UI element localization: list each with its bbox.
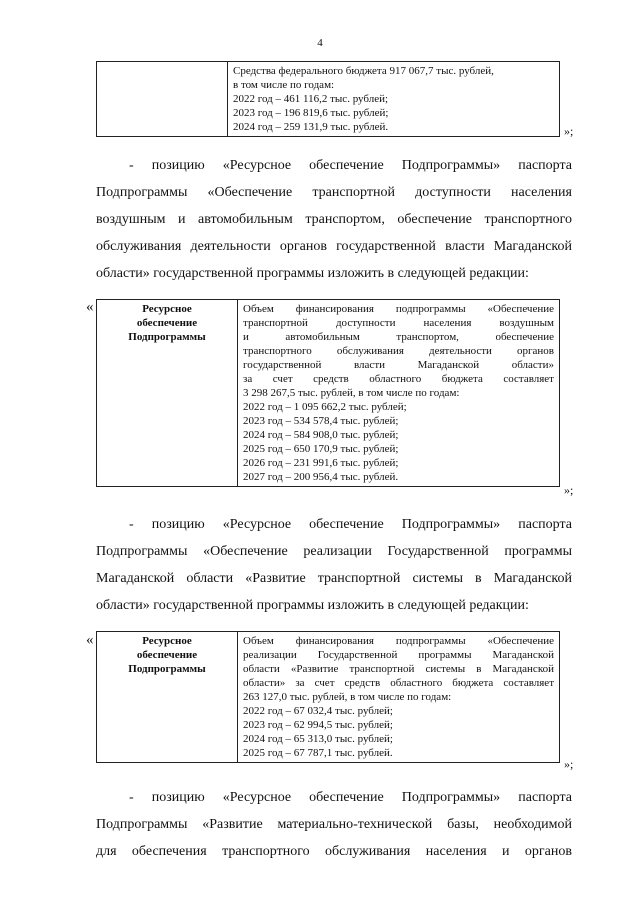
text-line: 263 127,0 тыс. рублей, в том числе по годам: (243, 691, 452, 703)
label-line: Подпрограммы (128, 331, 206, 343)
text-line: Подпрограммы «Обеспечение транспортной доступности населения (96, 185, 572, 200)
closing-quote: »; (564, 757, 574, 771)
text-line: 2022 год – 1 095 662,2 тыс. рублей; (243, 401, 407, 413)
text-line: области» государственной программы изложить в следующей редакции: (96, 598, 529, 613)
label-line: Ресурсное (142, 303, 192, 315)
label-line: Подпрограммы (128, 663, 206, 675)
text-line: 2024 год – 65 313,0 тыс. рублей; (243, 733, 393, 745)
resource-label-cell (97, 632, 238, 763)
text-line: 2022 год – 67 032,4 тыс. рублей; (243, 705, 393, 717)
text-line: транспортной доступности населения воздушным (243, 317, 554, 329)
opening-quote: « (86, 632, 94, 648)
page-number: 4 (317, 37, 323, 49)
text-line: Подпрограммы «Обеспечение реализации Государственной программы (96, 544, 572, 559)
text-line: 2024 год – 259 131,9 тыс. рублей. (233, 121, 389, 133)
closing-quote: »; (564, 124, 574, 138)
resource-value-cell (238, 632, 560, 763)
paragraph-1 (96, 152, 572, 287)
text-line: 3 298 267,5 тыс. рублей, в том числе по годам: (243, 387, 460, 399)
text-line: - позицию «Ресурсное обеспечение Подпрограммы» паспорта (129, 790, 572, 805)
text-line: 2023 год – 534 578,4 тыс. рублей; (243, 415, 399, 427)
text-line: за счет средств областного бюджета составляет (243, 373, 554, 385)
text-line: Средства федерального бюджета 917 067,7 тыс. рублей, (233, 65, 494, 77)
text-line: 2026 год – 231 991,6 тыс. рублей; (243, 457, 399, 469)
paragraph-3 (96, 784, 572, 865)
resource-value-cell (238, 300, 560, 487)
federal-budget-cell (228, 62, 560, 137)
text-line: Объем финансирования подпрограммы «Обеспечение (243, 635, 554, 647)
text-line: области» за счет средств областного бюджета составляет (243, 677, 554, 689)
text-line: области» государственной программы изложить в следующей редакции: (96, 266, 529, 281)
text-line: 2025 год – 67 787,1 тыс. рублей. (243, 747, 393, 759)
text-line: 2025 год – 650 170,9 тыс. рублей; (243, 443, 399, 455)
text-line: - позицию «Ресурсное обеспечение Подпрограммы» паспорта (129, 158, 572, 173)
text-line: Магаданской области «Развитие транспортной системы в Магаданской (96, 571, 572, 586)
text-line: 2023 год – 196 819,6 тыс. рублей; (233, 107, 389, 119)
resource-table-program (96, 631, 560, 763)
text-line: Подпрограммы «Развитие материально-технической базы, необходимой (96, 817, 572, 832)
text-line: в том числе по годам: (233, 79, 335, 91)
text-line: 2027 год – 200 956,4 тыс. рублей. (243, 471, 399, 483)
label-line: обеспечение (136, 649, 198, 661)
text-line: транспортного обслуживания деятельности органов (243, 345, 554, 357)
text-line: и автомобильным транспортом, обеспечение (243, 331, 554, 343)
label-line: Ресурсное (142, 635, 192, 647)
text-line: для обеспечения транспортного обслуживания населения и органов (96, 844, 572, 859)
text-line: обслуживания деятельности органов государственной власти Магаданской (96, 239, 572, 254)
text-line: воздушным и автомобильным транспортом, обеспечение транспортного (96, 212, 572, 227)
text-line: 2022 год – 461 116,2 тыс. рублей; (233, 93, 389, 105)
closing-quote: »; (564, 483, 574, 497)
opening-quote: « (86, 299, 94, 315)
resource-table-transport (96, 299, 560, 487)
text-line: реализации Государственной программы Магаданской (243, 649, 554, 661)
text-line: области «Развитие транспортной системы в Магаданской (243, 663, 554, 675)
label-line: обеспечение (136, 317, 198, 329)
text-line: Объем финансирования подпрограммы «Обеспечение (243, 303, 554, 315)
text-line: государственной власти Магаданской области» (243, 359, 554, 371)
text-line: - позицию «Ресурсное обеспечение Подпрограммы» паспорта (129, 517, 572, 532)
empty-label-cell (97, 62, 228, 137)
paragraph-2 (96, 511, 572, 619)
resource-label-cell (97, 300, 238, 487)
text-line: 2023 год – 62 994,5 тыс. рублей; (243, 719, 393, 731)
text-line: 2024 год – 584 908,0 тыс. рублей; (243, 429, 399, 441)
federal-budget-table (96, 61, 560, 137)
